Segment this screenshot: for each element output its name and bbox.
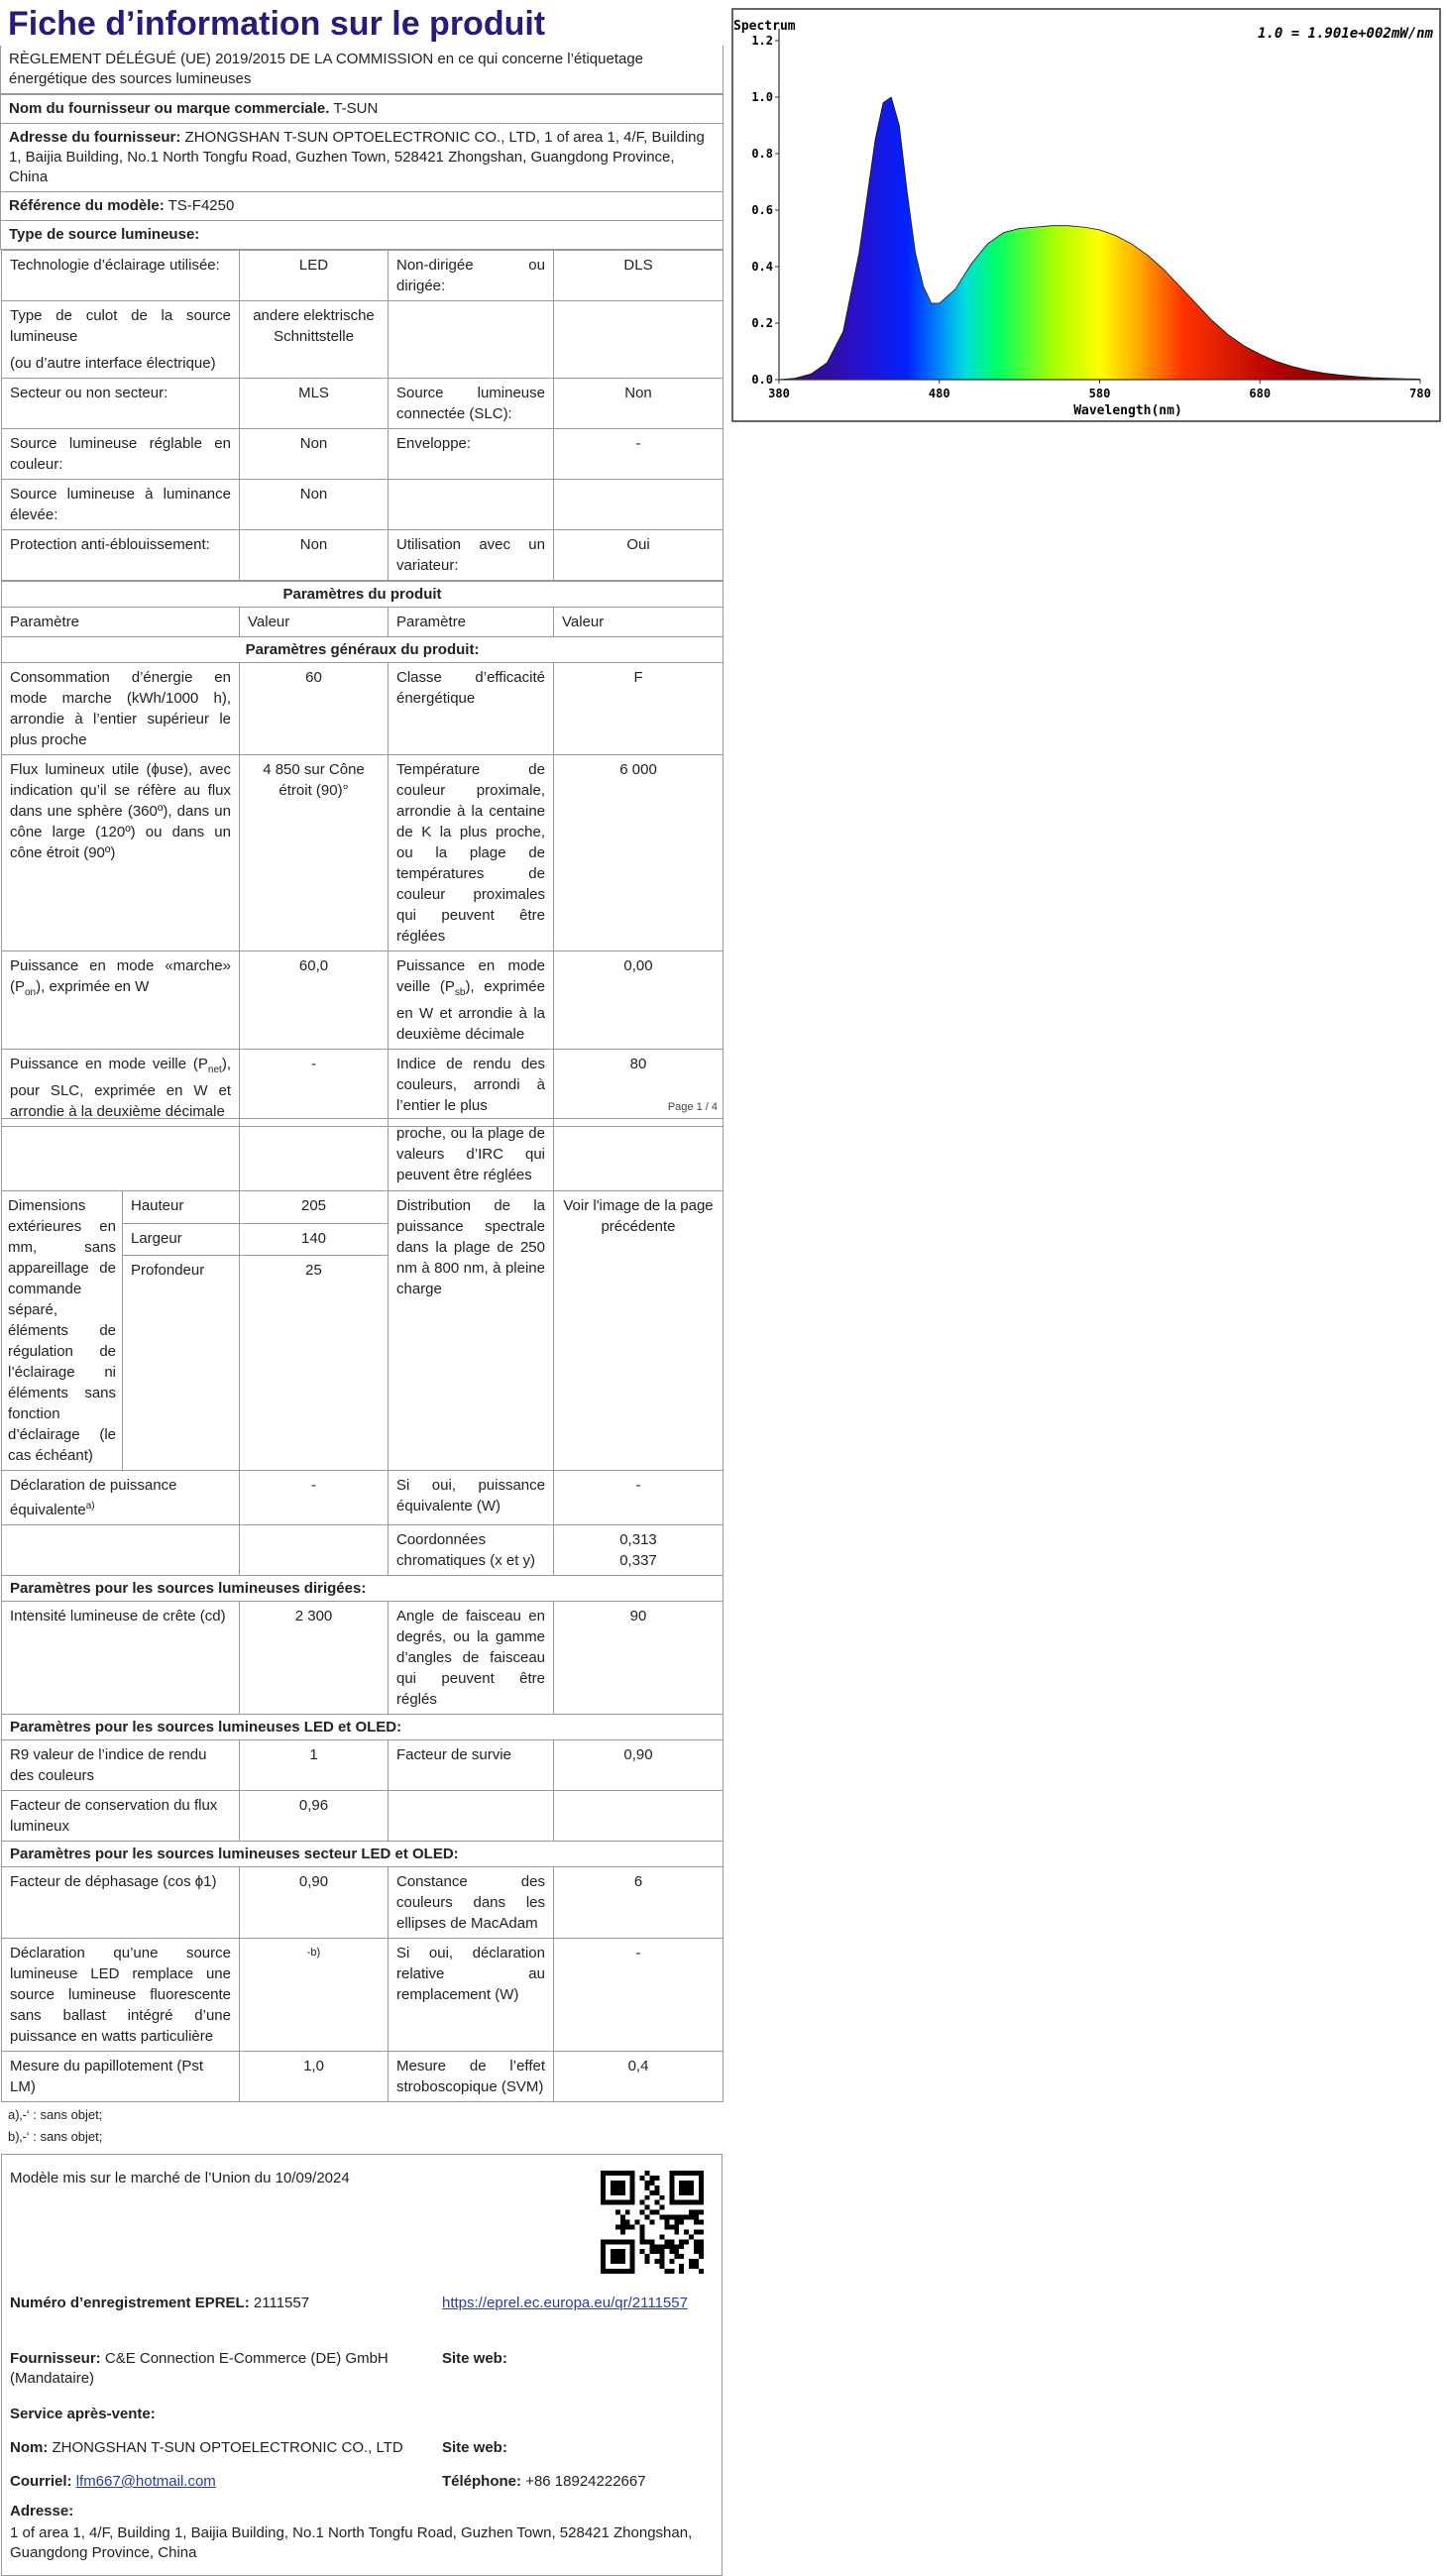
model-label: Référence du modèle:	[9, 197, 165, 214]
model-row	[0, 192, 724, 221]
x-axis-label: Wavelength(nm)	[1073, 403, 1182, 418]
product-parameters-heading: Paramètres du produit	[2, 582, 724, 608]
dim-depth-value: 25	[240, 1256, 389, 1471]
general-param-row	[2, 952, 724, 1050]
flicker-value: 1,0	[240, 2052, 389, 2102]
param-label-2: Température de couleur proximale, arrondie à la centaine de K la plus proche, ou la plage de températures de couleur proximales qui peuvent être réglées	[389, 755, 554, 952]
y-tick-label: 0.6	[751, 203, 773, 217]
y-tick-label: 0.8	[751, 147, 773, 161]
flux-maintenance-value: 0,96	[240, 1791, 389, 1842]
continued-table	[1, 1118, 724, 2102]
replacement-declaration-value: -b)	[240, 1939, 389, 2052]
type-label	[2, 301, 240, 379]
param-label-2: Indice de rendu des couleurs, arrondi à l’entier le plus	[389, 1050, 554, 1127]
type-value-2: -	[554, 429, 724, 480]
equivalent-power-declaration: Déclaration de puissance équivalente$^{a)}$	[2, 1471, 240, 1525]
flicker-label: Mesure du papillotement (Pst LM)	[2, 2052, 240, 2102]
type-value: Non	[240, 429, 389, 480]
dim-depth-label: Profondeur	[123, 1256, 240, 1471]
col-header-value-2: Valeur	[554, 608, 724, 637]
source-type-table	[1, 250, 724, 581]
col-header-value: Valeur	[240, 608, 389, 637]
supplier-address-row	[0, 124, 724, 192]
type-value: andere elektrische Schnittstelle	[240, 301, 389, 379]
dimensions-label: Dimensions extérieures en mm, sans appareillage de commande séparé, éléments de régulation de l’éclairage ni éléments sans fonction d’éclairage (le cas échéant)	[2, 1191, 123, 1471]
address-value: 1 of area 1, 4/F, Building 1, Baijia Building, No.1 North Tongfu Road, Guzhen Town, 528421 Zhongshan, Guangdong Province, China	[10, 2524, 693, 2561]
type-row	[2, 429, 724, 480]
footnote-a-marker: a)	[85, 1501, 95, 1512]
type-label-2	[389, 480, 554, 530]
r9-label: R9 valeur de l’indice de rendu des couleurs	[2, 1740, 240, 1791]
supplier-name-label: Nom du fournisseur ou marque commerciale.	[9, 100, 330, 117]
r9-value: 1	[240, 1740, 389, 1791]
mains-heading: Paramètres pour les sources lumineuses secteur LED et OLED:	[2, 1842, 724, 1867]
general-param-row	[2, 755, 724, 952]
spd-label: Distribution de la puissance spectrale dans la plage de 250 nm à 800 nm, à pleine charge	[389, 1191, 554, 1471]
regulation-text: RÈGLEMENT DÉLÉGUÉ (UE) 2019/2015 DE LA COMMISSION en ce qui concerne l’étiquetage énergétique des sources lumineuses	[0, 46, 724, 94]
type-label-2: Enveloppe:	[389, 429, 554, 480]
param-value-2: F	[554, 663, 724, 755]
dim-width-label: Largeur	[123, 1223, 240, 1256]
page-two	[0, 1118, 724, 2576]
socket-type-label: Type de culot de la source lumineuse	[10, 307, 231, 345]
flux-maintenance-label: Facteur de conservation du flux lumineux	[2, 1791, 240, 1842]
replacement-declaration-label: Déclaration qu’une source lumineuse LED remplace une source lumineuse fluorescente sans ballast intégré d’une puissance en watts particulière	[2, 1939, 240, 2052]
type-label: Technologie d’éclairage utilisée:	[2, 251, 240, 301]
param-label: Puissance en mode veille $(P_{net})$, pour SLC, exprimée en W et arrondie à la deuxième décimale	[2, 1050, 240, 1127]
product-parameters-table	[1, 581, 724, 1127]
param-value: 60	[240, 663, 389, 755]
type-label-2: Source lumineuse connectée (SLC):	[389, 379, 554, 429]
socket-type-note: (ou d’autre interface électrique)	[10, 355, 216, 372]
eprel-label: Numéro d’enregistrement EPREL:	[10, 2295, 250, 2311]
equivalent-power-value: -	[240, 1471, 389, 1525]
y-tick-label: 0.2	[751, 316, 773, 330]
website2-label: Site web:	[442, 2439, 507, 2456]
param-value: 4 850 sur Cône étroit (90)°	[240, 755, 389, 952]
model-reference: TS-F4250	[167, 197, 235, 214]
power-factor-value: 0,90	[240, 1867, 389, 1939]
supplier-name: T-SUN	[333, 100, 379, 117]
dim-height-label: Hauteur	[123, 1191, 240, 1224]
chart-annotation: 1.0 = 1.901e+002mW/nm	[1257, 26, 1433, 42]
type-value-2	[554, 480, 724, 530]
footnote-b: b)‚-‘ : sans objet;	[8, 2129, 103, 2144]
type-value-2: DLS	[554, 251, 724, 301]
col-header-param: Paramètre	[2, 608, 240, 637]
x-tick-label: 480	[928, 387, 950, 400]
x-tick-label: 780	[1409, 387, 1431, 400]
type-row	[2, 301, 724, 379]
footnotes	[0, 2102, 724, 2150]
supplier-address-label: Adresse du fournisseur:	[9, 129, 181, 146]
equivalent-power-watts: -	[554, 1471, 724, 1525]
footnote-a: a)‚-‘ : sans objet;	[8, 2107, 103, 2122]
type-label-2: Non-dirigée ou dirigée:	[389, 251, 554, 301]
website-label: Site web:	[442, 2350, 507, 2367]
eprel-link[interactable]: https://eprel.ec.europa.eu/qr/2111557	[442, 2295, 688, 2311]
product-sheet	[0, 0, 724, 1127]
type-label: Source lumineuse réglable en couleur:	[2, 429, 240, 480]
spectrum-chart	[731, 8, 1441, 422]
spd-value: Voir l'image de la page précédente	[554, 1191, 724, 1471]
peak-intensity-label: Intensité lumineuse de crête (cd)	[2, 1602, 240, 1715]
stroboscopic-label: Mesure de l’effet stroboscopique (SVM)	[389, 2052, 554, 2102]
type-label-2	[389, 301, 554, 379]
chromaticity-value: 0,313 0,337	[554, 1525, 724, 1576]
address-label: Adresse:	[10, 2503, 74, 2520]
dim-height-value: 205	[240, 1191, 389, 1224]
param-label-2: Classe d’efficacité énergétique	[389, 663, 554, 755]
y-tick-label: 1.2	[751, 34, 773, 48]
service-name: ZHONGSHAN T-SUN OPTOELECTRONIC CO., LTD	[52, 2439, 403, 2456]
y-tick-label: 0.0	[751, 373, 773, 387]
param-label: Flux lumineux utile (ɸuse), avec indication qu’il se réfère au flux dans une sphère (360º), dans un cône large (120º) ou dans un cône étroit (90º)	[2, 755, 240, 952]
x-tick-label: 580	[1088, 387, 1111, 400]
supplier-name-row	[0, 94, 724, 124]
led-heading: Paramètres pour les sources lumineuses LED et OLED:	[2, 1715, 724, 1740]
beam-angle-label: Angle de faisceau en degrés, ou la gamme d’angles de faisceau qui peuvent être réglés	[389, 1602, 554, 1715]
qr-code-icon[interactable]	[601, 2171, 704, 2274]
y-tick-label: 0.4	[751, 260, 773, 274]
phone-label: Téléphone:	[442, 2473, 522, 2490]
peak-intensity-value: 2 300	[240, 1602, 389, 1715]
general-param-row	[2, 663, 724, 755]
color-consistency-value: 6	[554, 1867, 724, 1939]
supplier-label: Fournisseur:	[10, 2350, 101, 2367]
market-date: Modèle mis sur le marché de l’Union du 10/09/2024	[10, 2170, 350, 2186]
dim-width-value: 140	[240, 1223, 389, 1256]
param-value: 60,0	[240, 952, 389, 1050]
supplier-address: ZHONGSHAN T-SUN OPTOELECTRONIC CO., LTD, 1 of area 1, 4/F, Building 1, Baijia Building, No.1 North Tongfu Road, Guzhen Town, 528421 Zhongshan, Guangdong Province, China	[9, 129, 705, 185]
type-label-2: Utilisation avec un variateur:	[389, 530, 554, 581]
type-label: Protection anti-éblouissement:	[2, 530, 240, 581]
y-tick-label: 1.0	[751, 90, 773, 104]
email-link[interactable]: lfm667@hotmail.com	[75, 2473, 216, 2490]
replacement-watts-value: -	[554, 1939, 724, 2052]
page-number: Page 1 / 4	[667, 1101, 718, 1113]
survival-value: 0,90	[554, 1740, 724, 1791]
cri-continued: proche, ou la plage de valeurs d’IRC qui peuvent être réglées	[389, 1119, 554, 1191]
page-break	[0, 1093, 724, 1119]
type-value-2: Oui	[554, 530, 724, 581]
color-consistency-label: Constance des couleurs dans les ellipses de MacAdam	[389, 1867, 554, 1939]
type-row	[2, 379, 724, 429]
type-row	[2, 530, 724, 581]
equivalent-power-label: Si oui, puissance équivalente (W)	[389, 1471, 554, 1525]
param-label: Consommation d’énergie en mode marche (kWh/1000 h), arrondie à l’entier supérieur le plus proche	[2, 663, 240, 755]
type-row	[2, 480, 724, 530]
param-value-2: 0,00	[554, 952, 724, 1050]
type-label: Secteur ou non secteur:	[2, 379, 240, 429]
replacement-watts-label: Si oui, déclaration relative au remplacement (W)	[389, 1939, 554, 2052]
type-value-2	[554, 301, 724, 379]
eprel-number: 2111557	[253, 2295, 310, 2311]
type-label: Source lumineuse à luminance élevée:	[2, 480, 240, 530]
survival-label: Facteur de survie	[389, 1740, 554, 1791]
stroboscopic-value: 0,4	[554, 2052, 724, 2102]
power-factor-label: Facteur de déphasage (cos ϕ1)	[2, 1867, 240, 1939]
page-title: Fiche d’information sur le produit	[8, 5, 546, 43]
chromaticity-label: Coordonnées chromatiques (x et y)	[389, 1525, 554, 1576]
param-label-2: Puissance en mode veille $(P_{sb})$, exprimée en W et arrondie à la deuxième décimale	[389, 952, 554, 1050]
directed-heading: Paramètres pour les sources lumineuses dirigées:	[2, 1576, 724, 1602]
type-value-2: Non	[554, 379, 724, 429]
type-value: MLS	[240, 379, 389, 429]
param-value-2: 6 000	[554, 755, 724, 952]
supplier-value: C&E Connection E-Commerce (DE) GmbH (Mandataire)	[10, 2350, 389, 2387]
param-value: -	[240, 1050, 389, 1127]
service-name-label: Nom:	[10, 2439, 49, 2456]
general-parameters-heading: Paramètres généraux du produit:	[2, 637, 724, 663]
param-value-2: 80	[554, 1050, 724, 1127]
param-label: Puissance en mode «marche» $(P_{on})$, exprimée en W	[2, 952, 240, 1050]
x-tick-label: 380	[768, 387, 790, 400]
beam-angle-value: 90	[554, 1602, 724, 1715]
source-type-heading: Type de source lumineuse:	[0, 221, 724, 250]
col-header-param-2: Paramètre	[389, 608, 554, 637]
email-label: Courriel:	[10, 2473, 72, 2490]
eprel-footer	[1, 2154, 723, 2576]
type-value: Non	[240, 480, 389, 530]
type-value: Non	[240, 530, 389, 581]
after-sales-heading: Service après-vente:	[10, 2406, 156, 2422]
chart-title: Spectrum	[733, 19, 796, 34]
type-row	[2, 251, 724, 301]
phone-value: +86 18924222667	[525, 2473, 646, 2490]
x-tick-label: 680	[1249, 387, 1272, 400]
type-value: LED	[240, 251, 389, 301]
